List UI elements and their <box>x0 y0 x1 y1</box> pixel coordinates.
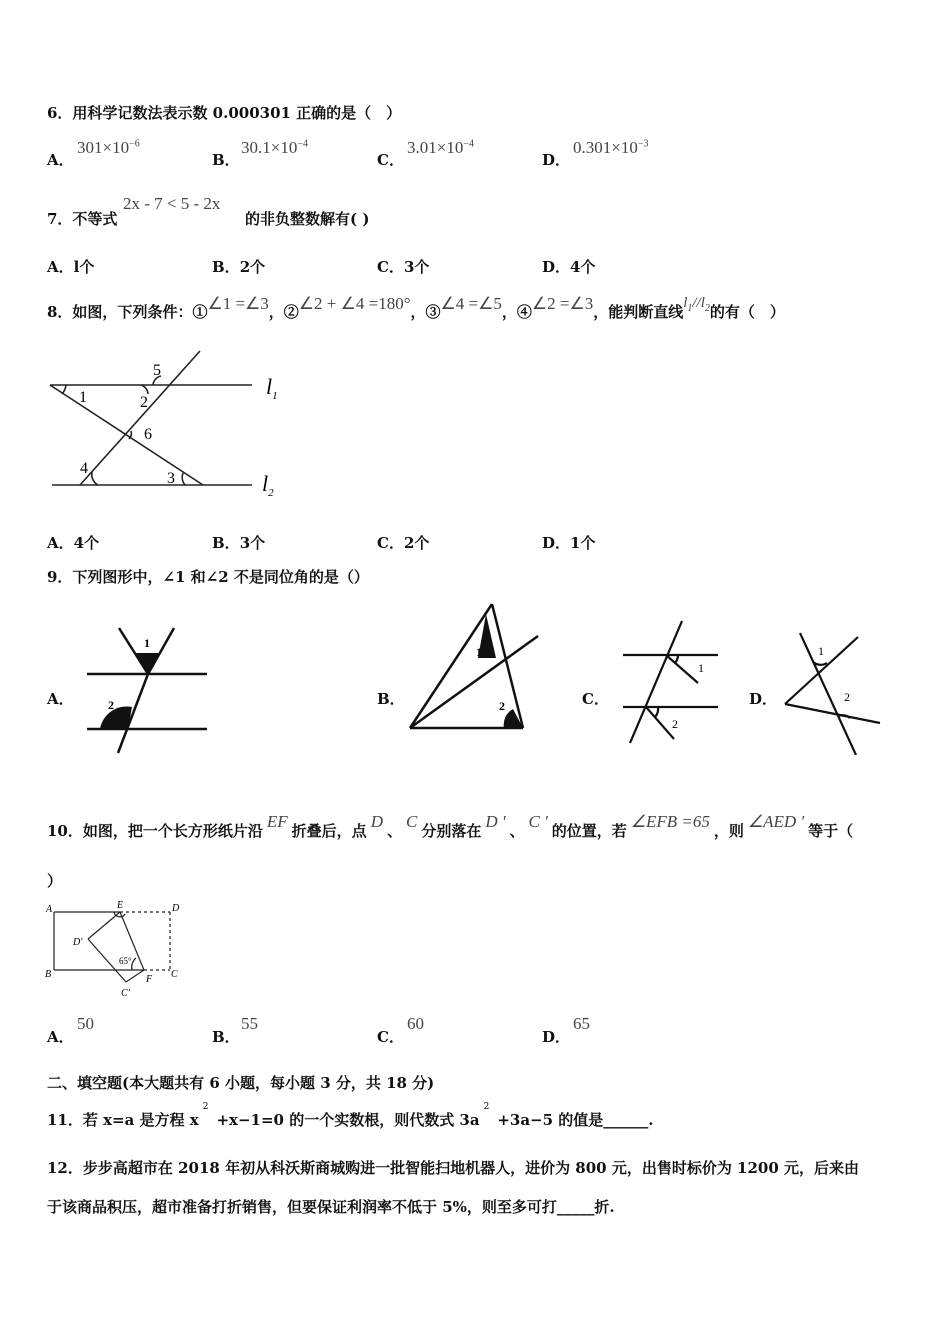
q8-fig-label-4: 4 <box>80 460 88 477</box>
q10-fig-label-b: B <box>45 969 52 980</box>
q8-fig-label-l2: $l_2$ <box>262 471 274 499</box>
q9-b-label-1: 1 <box>476 645 482 659</box>
q9-figure-b <box>400 598 550 738</box>
q8-option-a: A．4个 <box>47 534 100 552</box>
q9-option-c-label: C． <box>582 690 609 708</box>
q9-figure-d <box>778 625 888 755</box>
q6-option-b-label: B． <box>212 151 240 169</box>
q7-option-d: D．4个 <box>542 258 596 276</box>
q9-d-label-2: 2 <box>844 690 850 704</box>
q12-line-1: 12．步步高超市在 2018 年初从科沃斯商城购进一批智能扫地机器人，进价为 800 元，出售时标价为 1200 元，后来由 <box>47 1159 860 1177</box>
q10-fig-label-65: 65° <box>119 956 132 966</box>
q10-option-b-value: 55 <box>241 1014 258 1033</box>
q10-fig-label-cprime: C' <box>121 988 130 999</box>
q10-option-a-label: A． <box>47 1028 74 1046</box>
q7-option-a: A．l个 <box>47 258 95 276</box>
q6-option-c-value: $3.01\times 10^{-4}$ <box>407 138 474 157</box>
q10-stem: 10．如图，把一个长方形纸片沿 EF 折叠后，点 D 、 C 分别落在 D ' 、 C ' 的位置，若 ∠EFB =65 ，则 ∠AED ' 等于（ <box>47 812 854 840</box>
q7-suffix: 的非负整数解有( ) <box>245 210 370 228</box>
q6-option-c-label: C． <box>377 151 404 169</box>
q8-fig-label-l1: $l_1$ <box>266 374 278 402</box>
q8-stem: 8．如图，下列条件：①∠1 =∠3，②∠2 + ∠4 =180°，③∠4 =∠5，④∠2 =∠3，能判断直线$l_1//l_2$的有（ ） <box>47 294 785 321</box>
q10-fig-label-c: C <box>171 969 178 980</box>
q9-c-label-2: 2 <box>672 717 678 731</box>
q10-figure <box>40 895 200 1005</box>
section-2-title: 二、填空题(本大题共有 6 小题，每小题 3 分，共 18 分) <box>47 1074 435 1092</box>
q9-figure-a <box>82 625 212 755</box>
q10-fig-label-f: F <box>146 974 153 985</box>
q10-option-c-value: 60 <box>407 1014 424 1033</box>
q8-fig-label-2: 2 <box>140 394 148 411</box>
q8-option-b: B．3个 <box>212 534 266 552</box>
q10-fig-label-dprime: D' <box>73 937 83 948</box>
q9-stem: 9．下列图形中，∠1 和∠2 不是同位角的是（） <box>47 568 369 586</box>
q10-fig-label-e: E <box>117 900 124 911</box>
q12-line-2: 于该商品积压，超市准备打折销售，但要保证利润率不低于 5%，则至多可打_____折. <box>47 1198 615 1216</box>
q8-option-c: C．2个 <box>377 534 430 552</box>
q10-option-d-value: 65 <box>573 1014 590 1033</box>
q6-option-a-value: $301\times 10^{-6}$ <box>77 138 140 157</box>
q9-a-label-1: 1 <box>144 636 150 650</box>
q7-prefix: 7．不等式 <box>47 210 118 228</box>
q7-option-c: C．3个 <box>377 258 430 276</box>
q8-fig-label-5: 5 <box>153 362 161 379</box>
q10-stem-close: ） <box>47 872 63 890</box>
q6-option-d-value: $0.301\times 10^{-3}$ <box>573 138 649 157</box>
q9-b-label-2: 2 <box>499 699 505 713</box>
q10-option-c-label: C． <box>377 1028 404 1046</box>
q10-option-b-label: B． <box>212 1028 240 1046</box>
q6-option-b-value: $30.1\times 10^{-4}$ <box>241 138 308 157</box>
q9-option-a-label: A． <box>47 690 74 708</box>
q9-option-d-label: D． <box>749 690 778 708</box>
q8-fig-label-1: 1 <box>79 389 87 406</box>
q10-option-a-value: 50 <box>77 1014 94 1033</box>
q8-fig-label-6: 6 <box>144 426 152 443</box>
q9-c-label-1: 1 <box>698 661 704 675</box>
q7-option-b: B．2个 <box>212 258 266 276</box>
q9-d-label-1: 1 <box>818 644 824 658</box>
q6-stem: 6．用科学记数法表示数 0.000301 正确的是（ ） <box>47 104 402 122</box>
q8-figure <box>40 345 340 505</box>
q10-fig-label-d: D <box>172 903 180 914</box>
q8-fig-label-3: 3 <box>167 470 175 487</box>
q10-fig-label-a: A <box>46 904 53 915</box>
q11-text: 11．若 x=a 是方程 $x^2+x-1=0$ 的一个实数根，则代数式 $3a^2+3a-5$ 的值是______. <box>47 1102 654 1129</box>
q10-option-d-label: D． <box>542 1028 571 1046</box>
q8-option-d: D．1个 <box>542 534 596 552</box>
q9-a-label-2: 2 <box>108 698 114 712</box>
q6-option-a-label: A． <box>47 151 74 169</box>
q6-option-d-label: D． <box>542 151 571 169</box>
q7-inequality: 2x - 7 < 5 - 2x <box>123 194 221 213</box>
q9-option-b-label: B． <box>377 690 405 708</box>
q9-figure-c <box>618 618 728 748</box>
